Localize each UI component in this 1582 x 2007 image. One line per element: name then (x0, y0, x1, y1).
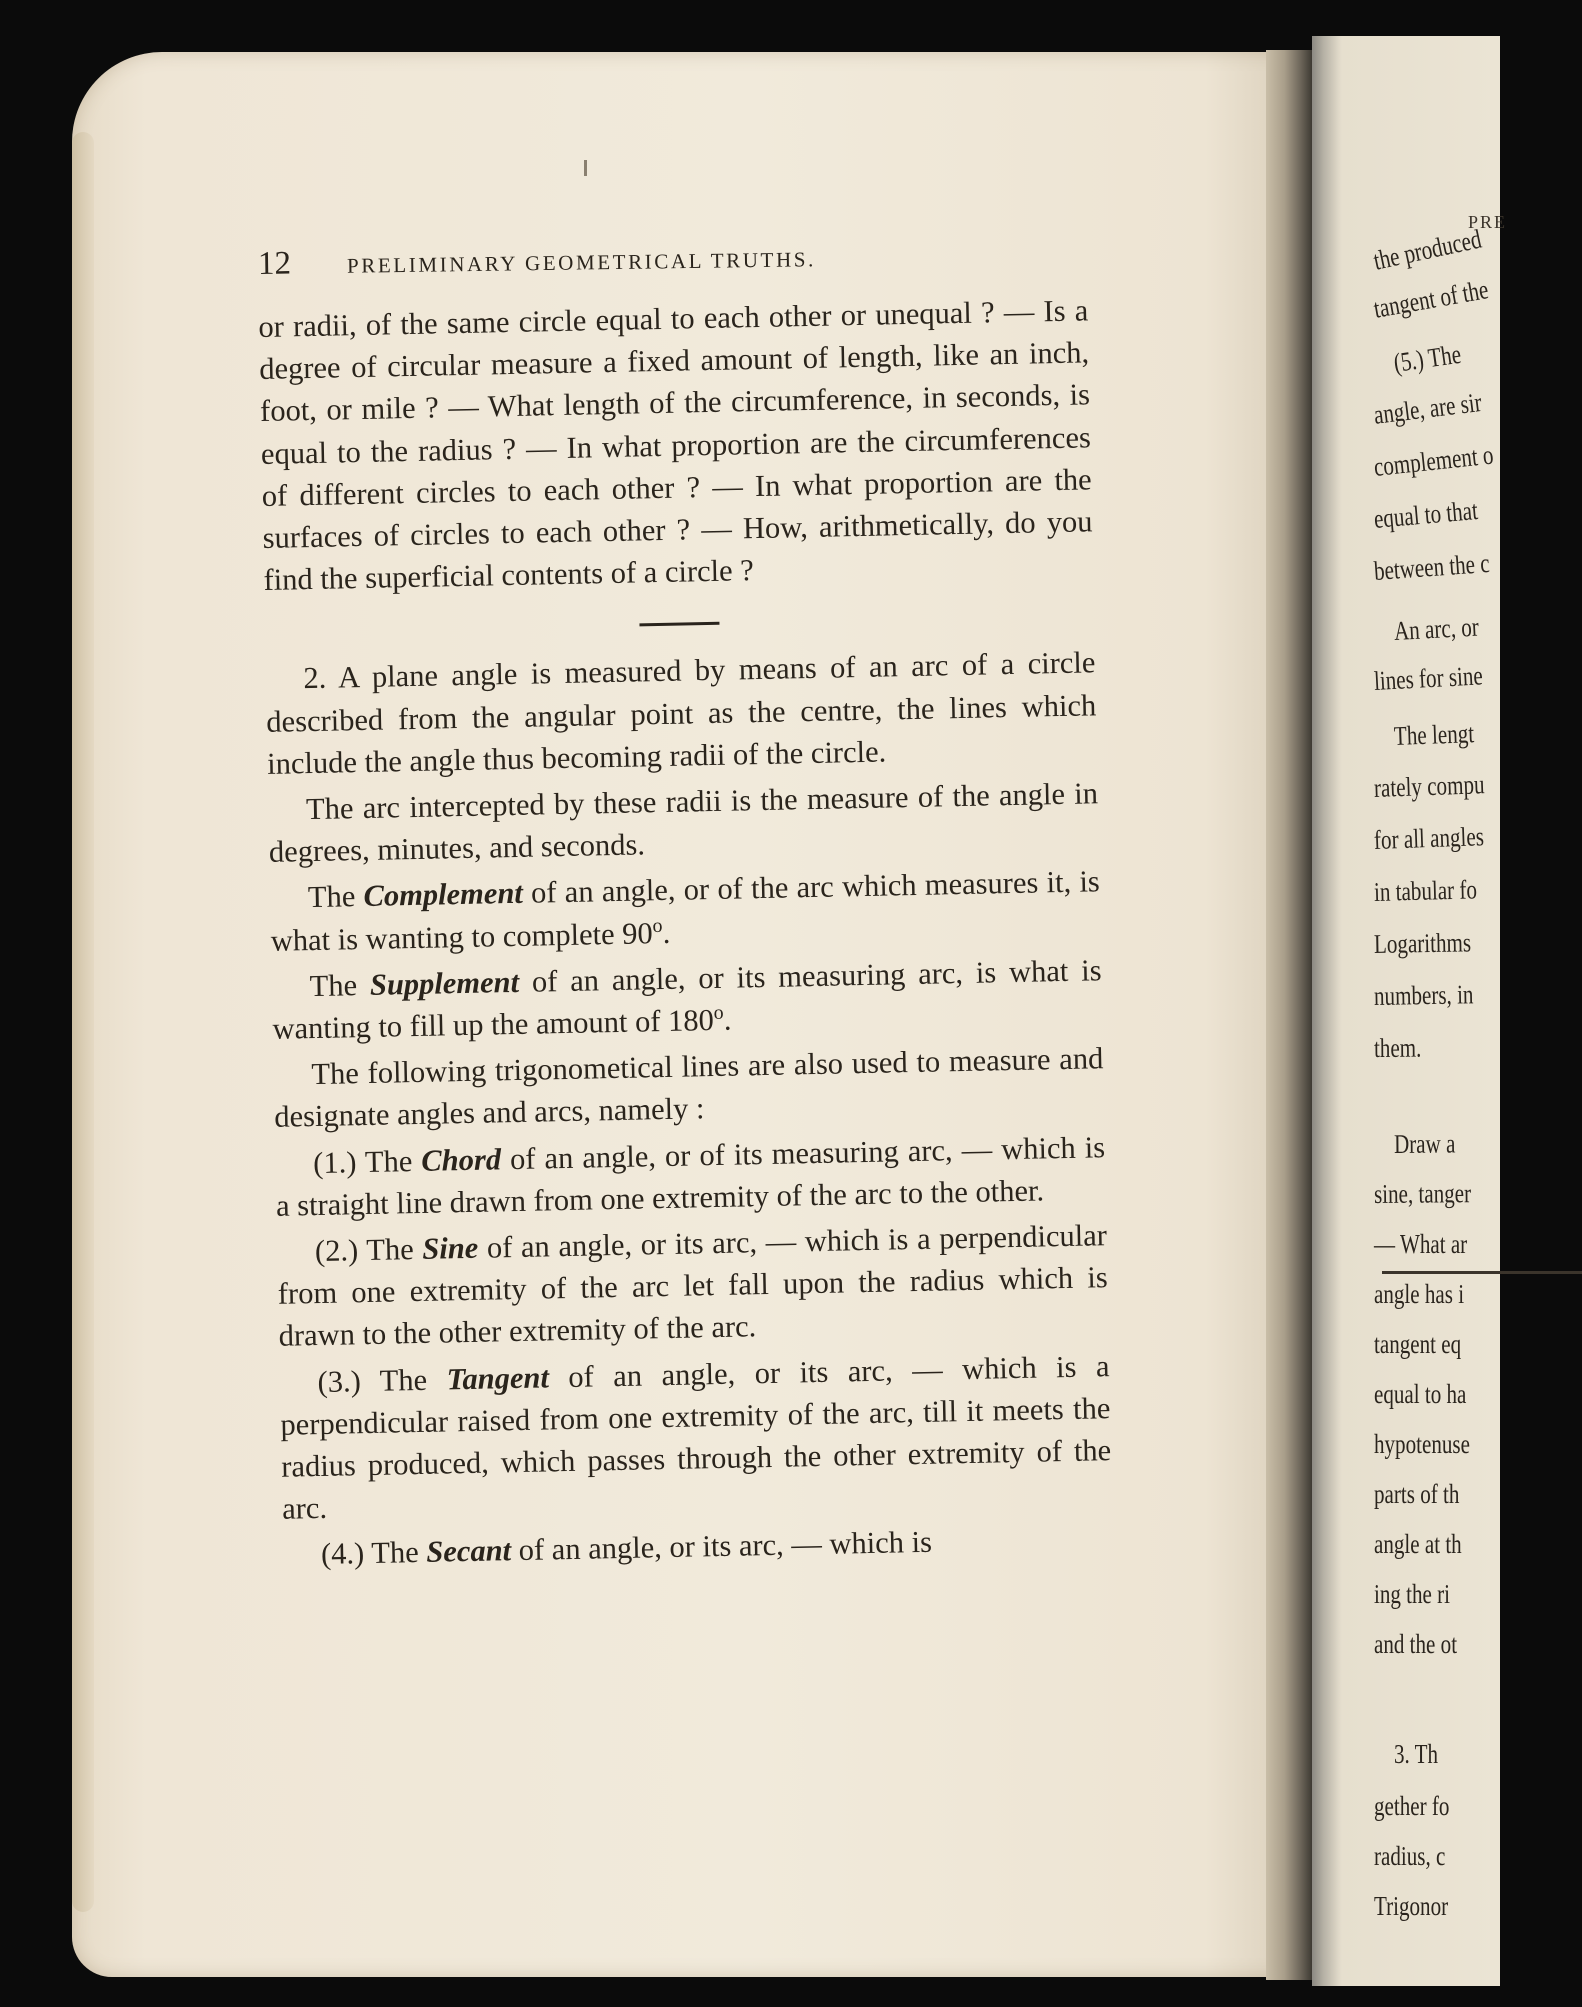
item-chord (275, 1126, 1107, 1227)
term-complement: Complement (363, 876, 524, 914)
right-page-line: complement o (1372, 439, 1495, 482)
text-run: of an angle, or of its measuring arc, — which is a straight line drawn from one extremity of the arc to the other. (275, 1129, 1106, 1223)
right-page-line: equal to ha (1374, 1379, 1467, 1409)
right-page-line: the produced (1370, 223, 1484, 276)
review-questions: or radii, of the same circle equal to each other or unequal ? — Is a degree of circular measure a fixed amount of length, like an inch, foot, or mile ? — What length of the circumference, in seconds, is equal to the radius ? — In what proportion are the circumferences of different circles to each other ? — In what proportion are the surfaces of circles to each other ? — How, arithmetically, do you find the superficial contents of a circle ? (258, 293, 1093, 598)
page-number: 12 (257, 245, 292, 282)
text-run: (3.) The (317, 1362, 447, 1399)
right-page-line: An arc, or (1393, 611, 1480, 646)
paragraph-arc-measure: The arc intercepted by these radii is the measure of the angle in degrees, minutes, and seconds. (268, 776, 1099, 870)
text-run: . (723, 1002, 732, 1037)
book-gutter (1266, 50, 1312, 1980)
right-page-line: rately compu (1373, 769, 1485, 803)
right-page (1312, 36, 1508, 1986)
right-page-line: 3. Th (1394, 1739, 1439, 1769)
right-running-head: PRE (1468, 212, 1508, 232)
term-secant: Secant (426, 1533, 512, 1570)
right-page-line: Logarithms (1373, 927, 1472, 959)
term-chord: Chord (420, 1141, 502, 1178)
right-page-line: them. (1373, 1032, 1422, 1063)
right-page-line: hypotenuse (1374, 1429, 1470, 1459)
right-page-line: ing the ri (1374, 1579, 1451, 1609)
page-shadow (1312, 36, 1342, 1986)
degree-sign: o (713, 1001, 724, 1024)
section-divider (639, 622, 719, 627)
right-page-line: numbers, in (1373, 979, 1474, 1011)
item-tangent (279, 1345, 1112, 1530)
body-text (258, 289, 1113, 1576)
text-run: (2.) The (314, 1231, 423, 1269)
right-page-line: in tabular fo (1373, 874, 1478, 907)
text-run: The (307, 879, 364, 915)
running-head-title: PRELIMINARY GEOMETRICAL TRUTHS. (346, 247, 817, 278)
term-sine: Sine (421, 1230, 479, 1266)
right-page-line: tangent eq (1374, 1329, 1462, 1359)
right-page-line: The lengt (1393, 718, 1475, 751)
section-divider (1382, 1271, 1582, 1274)
right-page-line: Trigonor (1374, 1891, 1449, 1921)
right-page-line: between the c (1372, 547, 1491, 586)
right-page-line: for all angles (1373, 821, 1485, 855)
page-edge (72, 132, 94, 1912)
right-page-line: radius, c (1374, 1841, 1446, 1871)
text-run: of an angle, or of the arc which measures it, is what is wanting to complete 90 (270, 864, 1101, 958)
right-page-line: parts of th (1374, 1479, 1460, 1509)
right-page-line: and the ot (1374, 1629, 1458, 1659)
right-page-line: lines for sine (1373, 660, 1484, 696)
term-tangent: Tangent (446, 1360, 550, 1397)
text-run: The (309, 967, 371, 1003)
text-run: . (662, 915, 671, 950)
right-page-line: equal to that (1372, 494, 1479, 534)
right-page-line: angle, are sir (1372, 386, 1484, 430)
text-run: (4.) The (320, 1535, 427, 1572)
text-run: of an angle, or its arc, — which is a perpendicular raised from one extremity of the arc, till it meets the radius produced, which passes through the other extremity of the arc. (280, 1348, 1112, 1527)
paragraph-complement (269, 861, 1101, 962)
text-run: of an angle, or its arc, — which is (510, 1525, 933, 1568)
paragraph-plane-angle: 2. A plane angle is measured by means of an arc of a circle described from the angular point as the centre, the lines which include the angle thus becoming radii of the circle. (266, 645, 1097, 781)
right-page-line: sine, tanger (1373, 1178, 1472, 1209)
ink-mark (584, 160, 587, 176)
right-page-line: Draw a (1393, 1128, 1456, 1159)
right-page-line: (5.) The (1391, 338, 1463, 378)
text-run: (1.) The (312, 1143, 422, 1180)
item-sine (277, 1214, 1109, 1357)
text-run: of an angle, or its arc, — which is a perpendicular from one extremity of the arc let fall upon the radius which is drawn to the other extremity of the arc. (277, 1218, 1109, 1354)
right-page-line: tangent of the (1371, 274, 1491, 324)
right-page-line: angle at th (1374, 1529, 1462, 1559)
degree-sign: o (652, 914, 663, 937)
paragraph-supplement (271, 949, 1103, 1050)
right-page-line: angle has i (1374, 1279, 1465, 1309)
paragraph-trig-lines: The following trigonometical lines are also used to measure and designate angles and arcs, namely : (273, 1041, 1104, 1135)
right-page-line: gether fo (1374, 1791, 1450, 1821)
term-supplement: Supplement (369, 964, 520, 1002)
right-page-line: — What ar (1374, 1229, 1468, 1259)
text-run: of an angle, or its measuring arc, is what is wanting to fill up the amount of 180 (272, 953, 1102, 1046)
